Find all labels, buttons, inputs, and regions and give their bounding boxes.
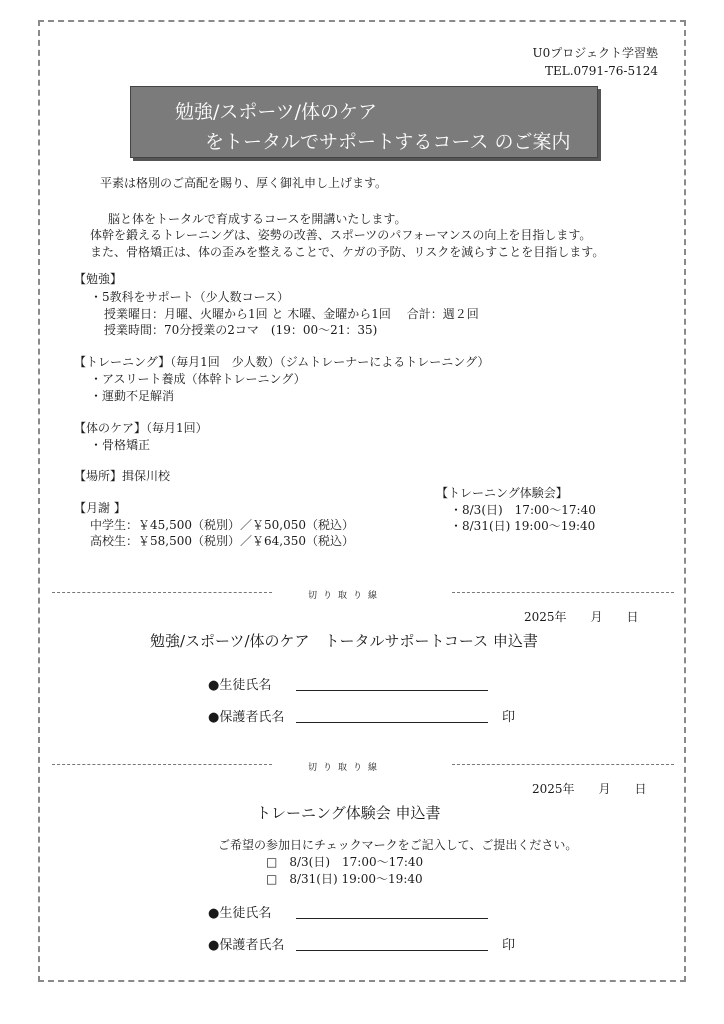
training-item-1: ・アスリート養成（体幹トレーニング）	[90, 372, 306, 386]
greeting: 平素は格別のご高配を賜り、厚く御礼申し上げます。	[100, 176, 388, 190]
care-heading: 【体のケア】（毎月1回）	[74, 421, 208, 435]
study-time: 授業時間：70分授業の2コマ (19：00～21：35)	[104, 323, 378, 337]
form1-title: 勉強/スポーツ/体のケア トータルサポートコース 申込書	[150, 632, 538, 650]
fee-junior: 中学生：￥45,500（税別）／￥50,050（税込）	[90, 518, 354, 532]
training-item-2: ・運動不足解消	[90, 389, 175, 403]
cut-line-1-label: 切り取り線	[308, 591, 384, 601]
title-banner	[130, 86, 598, 158]
fee-heading: 【月謝 】	[74, 501, 126, 515]
cut-line-2-right	[452, 764, 674, 765]
care-item: ・骨格矯正	[90, 438, 151, 452]
intro-paragraph-2: 体幹を鍛えるトレーニングは、姿勢の改善、スポーツのパフォーマンスの向上を目指します。	[90, 228, 592, 242]
form1-student-label: ●生徒氏名	[208, 678, 272, 693]
form2-option-1[interactable]: □ 8/3(日) 17:00～17:40	[266, 855, 424, 869]
intro-paragraph-1: 脳と体をトータルで育成するコースを開講いたします。	[108, 212, 407, 226]
title-line-2: をトータルでサポートするコース のご案内	[205, 131, 571, 153]
form1-seal: 印	[502, 710, 516, 725]
organization-tel: TEL.0791-76-5124	[544, 64, 658, 78]
form2-seal: 印	[502, 938, 516, 953]
trial-date-1: ・8/3(日) 17:00～17:40	[450, 503, 596, 517]
place-text: 【場所】揖保川校	[74, 469, 171, 483]
form1-date: 2025年 月 日	[524, 610, 639, 624]
organization-info	[532, 44, 658, 80]
training-heading: 【トレーニング】（毎月1回 少人数）（ジムトレーナーによるトレーニング）	[74, 355, 490, 369]
form2-instruction: ご希望の参加日にチェックマークをご記入して、ご提出ください。	[218, 838, 578, 852]
form1-guardian-label: ●保護者氏名	[208, 710, 285, 725]
fee-high: 高校生：￥58,500（税別）／￥64,350（税込）	[90, 534, 354, 548]
study-heading: 【勉強】	[74, 272, 123, 286]
form2-date: 2025年 月 日	[532, 782, 647, 796]
trial-heading: 【トレーニング体験会】	[436, 486, 568, 500]
form2-guardian-label: ●保護者氏名	[208, 938, 285, 953]
study-days: 授業曜日：月曜、火曜から1回 と 木曜、金曜から1回 合計：週２回	[104, 307, 479, 321]
cut-line-2-label: 切り取り線	[308, 763, 384, 773]
form1-student-name-line[interactable]	[296, 690, 488, 691]
form2-title: トレーニング体験会 申込書	[256, 804, 441, 822]
cut-line-2-left	[52, 764, 272, 765]
trial-date-2: ・8/31(日) 19:00～19:40	[450, 519, 596, 533]
intro-paragraph-3: また、骨格矯正は、体の歪みを整えることで、ケガの予防、リスクを減らすことを目指します。	[90, 245, 605, 259]
cut-line-1-right	[452, 592, 674, 593]
study-item: ・5教科をサポート（少人数コース）	[90, 290, 290, 304]
form2-student-name-line[interactable]	[296, 918, 488, 919]
form2-option-2[interactable]: □ 8/31(日) 19:00～19:40	[266, 872, 423, 886]
title-line-1: 勉強/スポーツ/体のケア	[175, 101, 378, 123]
organization-name: U0プロジェクト学習塾	[532, 46, 658, 60]
form2-student-label: ●生徒氏名	[208, 906, 272, 921]
form1-guardian-name-line[interactable]	[296, 722, 488, 723]
form2-guardian-name-line[interactable]	[296, 950, 488, 951]
cut-line-1-left	[52, 592, 272, 593]
